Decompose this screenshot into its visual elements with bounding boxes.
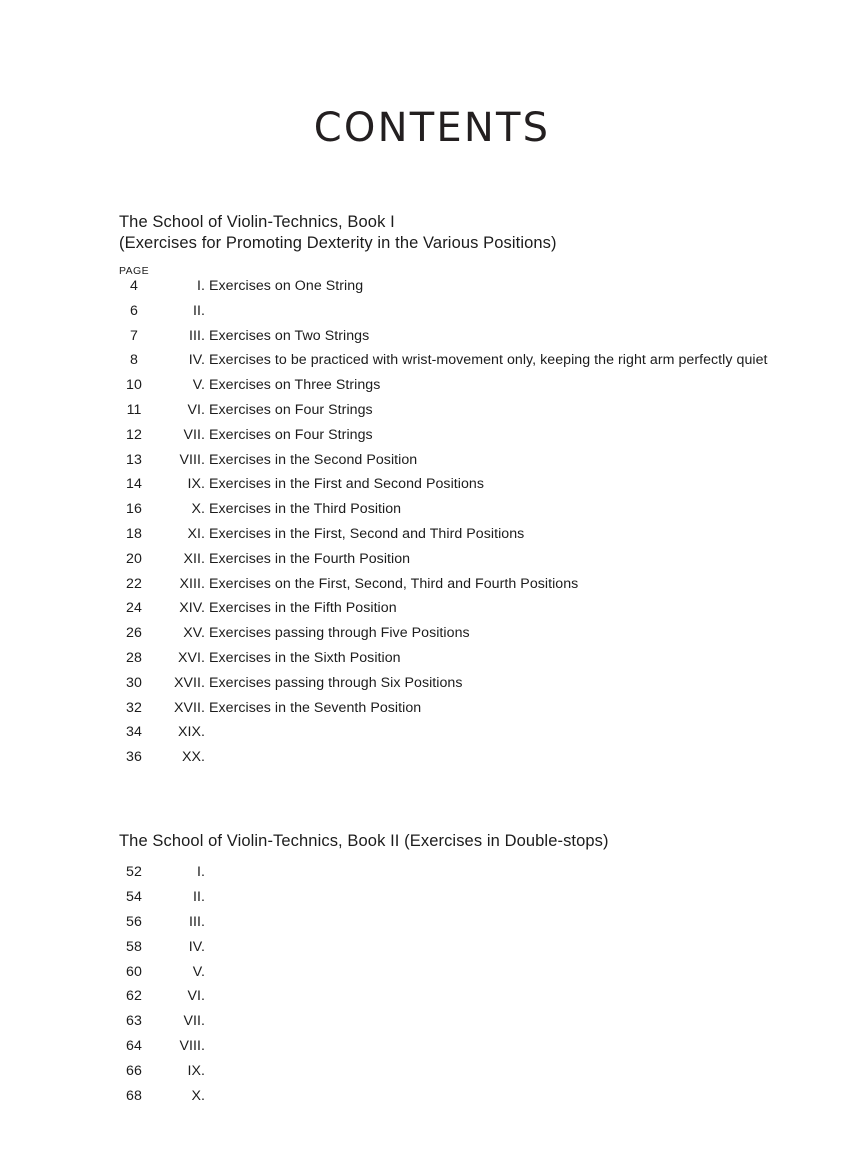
entry-title: Exercises in the First and Second Positions bbox=[209, 476, 484, 493]
entry-numeral: III. bbox=[189, 914, 205, 931]
entry-numeral: I. bbox=[197, 278, 205, 294]
entry-page-number: 6 bbox=[130, 302, 138, 319]
section-book-two bbox=[119, 831, 819, 1112]
entry-page-number: 12 bbox=[126, 426, 142, 443]
entry-title: Exercises on the First, Second, Third and Fourth Positions bbox=[209, 575, 579, 592]
list-item[interactable] bbox=[119, 889, 819, 914]
entry-title: Exercises to be practiced with wrist-movement only, keeping the right arm perfectly quiet bbox=[209, 352, 768, 369]
section-book-one bbox=[119, 212, 819, 774]
entry-page-number: 34 bbox=[126, 724, 142, 741]
entry-page-number: 18 bbox=[126, 525, 142, 542]
entry-page-number: 52 bbox=[126, 864, 142, 881]
entry-title: Exercises in the Fifth Position bbox=[209, 600, 397, 617]
entry-numeral: I. bbox=[197, 864, 205, 881]
entry-title: Exercises on Four Strings bbox=[209, 401, 373, 418]
list-item[interactable] bbox=[119, 749, 819, 774]
entry-title: Exercises on One String bbox=[209, 278, 364, 294]
list-item[interactable] bbox=[119, 625, 819, 650]
entry-numeral: XVII. bbox=[173, 699, 205, 716]
section-heading-line-2: (Exercises for Promoting Dexterity in the Various Positions) bbox=[119, 233, 557, 252]
entry-numeral: VI. bbox=[187, 988, 205, 1005]
list-item[interactable] bbox=[119, 328, 819, 353]
contents-body bbox=[119, 212, 819, 1112]
toc-list-book-two bbox=[119, 864, 819, 1112]
entry-numeral: XVII. bbox=[173, 674, 205, 691]
list-item[interactable] bbox=[119, 1088, 819, 1113]
list-item[interactable] bbox=[119, 501, 819, 526]
section-heading-book-one bbox=[119, 212, 819, 253]
list-item[interactable] bbox=[119, 650, 819, 675]
entry-page-number: 63 bbox=[126, 1013, 142, 1030]
entry-numeral: XI. bbox=[187, 525, 205, 542]
list-item[interactable] bbox=[119, 427, 819, 452]
entry-numeral: VIII. bbox=[179, 451, 205, 468]
entry-numeral: V. bbox=[192, 377, 205, 394]
entry-title: Exercises passing through Five Positions bbox=[209, 625, 470, 642]
entry-page-number: 56 bbox=[126, 914, 142, 931]
list-item[interactable] bbox=[119, 724, 819, 749]
entry-page-number: 10 bbox=[126, 377, 142, 394]
list-item[interactable] bbox=[119, 864, 819, 889]
list-item[interactable] bbox=[119, 914, 819, 939]
list-item[interactable] bbox=[119, 1013, 819, 1038]
list-item[interactable] bbox=[119, 452, 819, 477]
list-item[interactable] bbox=[119, 377, 819, 402]
entry-page-number: 26 bbox=[126, 625, 142, 642]
list-item[interactable] bbox=[119, 551, 819, 576]
entry-page-number: 7 bbox=[130, 327, 138, 344]
entry-page-number: 14 bbox=[126, 476, 142, 493]
list-item[interactable] bbox=[119, 1038, 819, 1063]
entry-numeral: III. bbox=[189, 327, 205, 344]
list-item[interactable] bbox=[119, 1063, 819, 1088]
entry-page-number: 20 bbox=[126, 550, 142, 567]
list-item[interactable] bbox=[119, 964, 819, 989]
entry-numeral: XII. bbox=[183, 550, 205, 567]
entry-page-number: 58 bbox=[126, 938, 142, 955]
entry-title: Exercises on Four Strings bbox=[209, 426, 373, 443]
entry-numeral: XIX. bbox=[177, 724, 205, 741]
entry-page-number: 54 bbox=[126, 889, 142, 906]
list-item[interactable] bbox=[119, 675, 819, 700]
list-item[interactable] bbox=[119, 988, 819, 1013]
entry-numeral: X. bbox=[191, 501, 205, 518]
entry-numeral: VII. bbox=[183, 426, 205, 443]
page-column-label: PAGE bbox=[119, 265, 149, 277]
entry-numeral: XX. bbox=[181, 749, 205, 766]
list-item[interactable] bbox=[119, 402, 819, 427]
entry-page-number: 22 bbox=[126, 575, 142, 592]
entry-numeral: XIV. bbox=[179, 600, 205, 617]
entry-numeral: IV. bbox=[188, 938, 205, 955]
entry-page-number: 62 bbox=[126, 988, 142, 1005]
entry-numeral: VIII. bbox=[179, 1038, 205, 1055]
list-item[interactable] bbox=[119, 303, 819, 328]
entry-page-number: 24 bbox=[126, 600, 142, 617]
entry-title: Exercises on Three Strings bbox=[209, 377, 381, 394]
entry-numeral: XVI. bbox=[177, 649, 205, 666]
entry-title: Exercises on Two Strings bbox=[209, 327, 370, 344]
entry-title: Exercises in the Fourth Position bbox=[209, 550, 411, 567]
section-heading-line-1: The School of Violin-Technics, Book I bbox=[119, 213, 395, 231]
list-item[interactable] bbox=[119, 476, 819, 501]
entry-page-number: 30 bbox=[126, 674, 142, 691]
entry-page-number: 64 bbox=[126, 1038, 142, 1055]
entry-numeral: VII. bbox=[183, 1013, 205, 1030]
entry-numeral: II. bbox=[193, 889, 205, 906]
entry-numeral: VI. bbox=[187, 401, 205, 418]
entry-numeral: IV. bbox=[188, 352, 205, 369]
entry-page-number: 11 bbox=[126, 401, 142, 418]
entry-numeral: V. bbox=[192, 963, 205, 980]
list-item[interactable] bbox=[119, 576, 819, 601]
entry-page-number: 4 bbox=[130, 278, 138, 294]
entry-numeral: II. bbox=[193, 302, 205, 319]
entry-numeral: XV. bbox=[183, 625, 205, 642]
entry-numeral: IX. bbox=[187, 476, 205, 493]
entry-page-number: 13 bbox=[126, 451, 142, 468]
page-title: CONTENTS bbox=[313, 105, 551, 151]
list-item[interactable] bbox=[119, 600, 819, 625]
section-heading-book-two bbox=[119, 831, 819, 852]
entry-title: Exercises in the Third Position bbox=[209, 501, 402, 518]
entry-title: Exercises in the Sixth Position bbox=[209, 649, 401, 666]
entry-page-number: 32 bbox=[126, 699, 142, 716]
list-item[interactable] bbox=[119, 700, 819, 725]
list-item[interactable] bbox=[119, 352, 819, 377]
list-item[interactable] bbox=[119, 939, 819, 964]
entry-page-number: 16 bbox=[126, 501, 142, 518]
entry-page-number: 8 bbox=[130, 352, 138, 369]
list-item[interactable] bbox=[119, 526, 819, 551]
entry-numeral: X. bbox=[191, 1087, 205, 1104]
list-item[interactable] bbox=[119, 278, 819, 303]
entry-numeral: IX. bbox=[187, 1062, 205, 1079]
entry-page-number: 36 bbox=[126, 749, 142, 766]
entry-page-number: 28 bbox=[126, 649, 142, 666]
entry-page-number: 66 bbox=[126, 1062, 142, 1079]
section-heading-line-1: The School of Violin-Technics, Book II (Exercises in Double-stops) bbox=[119, 831, 609, 850]
entry-title: Exercises in the First, Second and Third Positions bbox=[209, 525, 525, 542]
entry-numeral: XIII. bbox=[179, 575, 205, 592]
toc-list-book-one bbox=[119, 278, 819, 774]
entry-title: Exercises passing through Six Positions bbox=[209, 674, 463, 691]
entry-title: Exercises in the Seventh Position bbox=[209, 699, 422, 716]
entry-page-number: 60 bbox=[126, 963, 142, 980]
entry-page-number: 68 bbox=[126, 1087, 142, 1104]
entry-title: Exercises in the Second Position bbox=[209, 451, 418, 468]
